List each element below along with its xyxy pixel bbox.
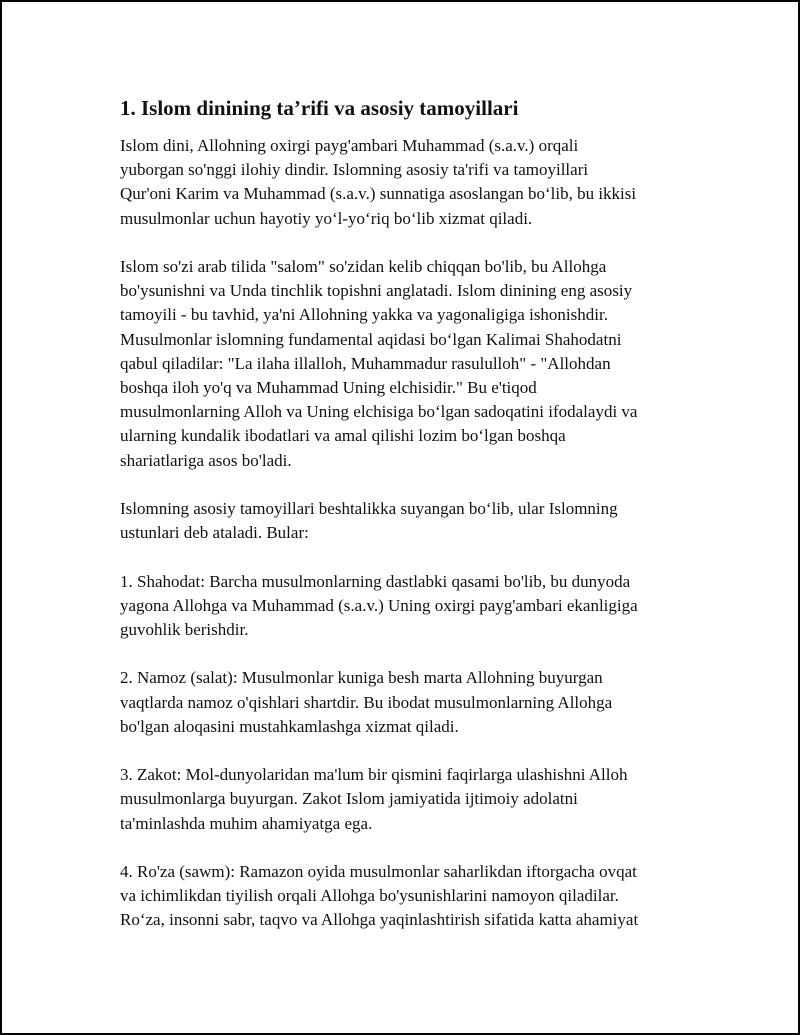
list-item-roza: 4. Ro'za (sawm): Ramazon oyida musulmonlar saharlikdan iftorgacha ovqat va ichimlikdan tiyilish orqali Allohga bo'ysunishlarini namoyon qiladilar. Ro‘za, insonni sabr, taqvo va Allohga yaqinlashtirish sifatida katta ahamiyat <box>120 862 639 930</box>
list-item-shahodat: 1. Shahodat: Barcha musulmonlarning dastlabki qasami bo'lib, bu dunyoda yagona Allohga va Muhammad (s.a.v.) Uning oxirgi payg'ambari ekanligiga guvohlik berishdir. <box>120 571 638 640</box>
paragraph-pillars-intro: Islomning asosiy tamoyillari beshtalikka suyangan bo‘lib, ular Islomning ustunlari deb ataladi. Bular: <box>120 499 618 543</box>
paragraph-definition: Islom dini, Allohning oxirgi payg'ambari Muhammad (s.a.v.) orqali yuborgan so'nggi ilohiy dindir. Islomning asosiy ta'rifi va tamoyillari Qur'oni Karim va Muhammad (s.a.v.) sunnatiga asoslangan bo‘lib, bu ikkisi musulmonlar uchun hayotiy yo‘l-yo‘riq bo‘lib xizmat qiladi. <box>120 136 637 228</box>
list-item-namoz: 2. Namoz (salat): Musulmonlar kuniga besh marta Allohning buyurgan vaqtlarda namoz o'qishlari shartdir. Bu ibodat musulmonlarning Allohga bo'lgan aloqasini mustahkamlashga xizmat qiladi. <box>120 668 613 736</box>
list-item-zakot: 3. Zakot: Mol-dunyolaridan ma'lum bir qismini faqirlarga ulashishni Alloh musulmonlarga buyurgan. Zakot Islom jamiyatida ijtimoiy adolatni ta'minlashda muhim ahamiyatga ega. <box>120 765 628 833</box>
section-heading: 1. Islom dinining ta’rifi va asosiy tamoyillari <box>120 96 519 120</box>
paragraph-meaning: Islom so'zi arab tilida "salom" so'zidan kelib chiqqan bo'lib, bu Allohga bo'ysunishni va Unda tinchlik topishni anglatadi. Islom dinining eng asosiy tamoyili - bu tavhid, ya'ni Allohning yakka va yagonaligiga ishonishdir. Musulmonlar islomning fundamental aqidasi bo‘lgan Kalimai Shahodatni qabul qiladilar: "La ilaha illalloh, Muhammadur rasululloh" - "Allohdan boshqa iloh yo'q va Muhammad Uning elchisidir." Bu e'tiqod musulmonlarning Alloh va Uning elchisiga bo‘lgan sadoqatini ifodalaydi va ularning kundalik ibodatlari va amal qilishi lozim bo‘lgan boshqa shariatlariga asos bo'ladi. <box>120 257 638 470</box>
document-body <box>120 94 695 957</box>
